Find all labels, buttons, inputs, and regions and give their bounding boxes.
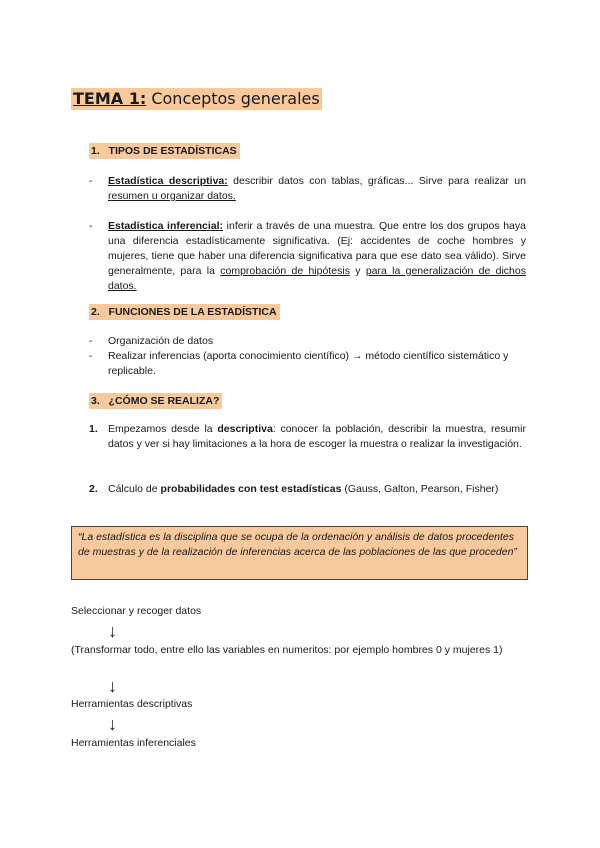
- list-number: 2.: [89, 483, 98, 495]
- term: Estadística inferencial:: [108, 220, 224, 232]
- down-arrow-icon: ↓: [108, 621, 117, 641]
- item-bold-text: descriptiva: [217, 423, 273, 435]
- title-number: TEMA 1:: [73, 89, 147, 108]
- bullet-dash: -: [89, 350, 93, 362]
- page-title: [71, 88, 322, 110]
- section-number: 1.: [91, 145, 100, 157]
- section-heading-3: [89, 393, 222, 409]
- section-number: 3.: [91, 395, 100, 407]
- flow-step: (Transformar todo, entre ello las variables en numeritos: por ejemplo hombres 0 y mujeres 1): [71, 644, 503, 656]
- flow-step: Seleccionar y recoger datos: [71, 605, 202, 617]
- bullet-dash: -: [89, 175, 93, 187]
- list-item: [108, 482, 526, 497]
- section-heading-2: [89, 304, 280, 320]
- item-inferencial: [108, 219, 526, 294]
- term: Estadística descriptiva:: [108, 175, 228, 187]
- item-text: (Gauss, Galton, Pearson, Fisher): [341, 483, 499, 495]
- section-number: 2.: [91, 306, 100, 318]
- item-text: inferir a través de una muestra. Que entre los dos grupos haya una diferencia estadísticamente significativa. (Ej: accidentes de coche hombres y mujeres, tiene que haber una diferencia significativa para que ese dato sea válido). Sirve generalmente, para la: [108, 220, 526, 277]
- list-item: Realizar inferencias (aporta conocimiento científico) → método científico sistemático y replicable.: [108, 350, 509, 377]
- list-item: [108, 422, 526, 452]
- section-title: FUNCIONES DE LA ESTADÍSTICA: [108, 306, 277, 318]
- item-underlined-text: resumen u organizar datos.: [108, 190, 236, 202]
- bullet-dash: -: [89, 335, 93, 347]
- item-text: y: [349, 265, 366, 277]
- bullet-dash: -: [89, 220, 93, 232]
- item-descriptiva: [108, 174, 526, 204]
- item-underlined-text: comprobación de hipótesis: [220, 265, 350, 277]
- title-text: Conceptos generales: [151, 89, 320, 108]
- down-arrow-icon: ↓: [108, 676, 117, 696]
- item-text: Empezamos desde la: [108, 423, 218, 435]
- flow-step: Herramientas inferenciales: [71, 737, 196, 749]
- item-text: Cálculo de: [108, 483, 161, 495]
- item-underlined-text: para la generalización de dichos datos.: [108, 265, 526, 292]
- section-title: ¿CÓMO SE REALIZA?: [108, 395, 220, 407]
- definition-quote: “La estadística es la disciplina que se ocupa de la ordenación y análisis de datos procedentes de muestras y de la realización de inferencias acerca de las poblaciones de las que proceden”: [71, 526, 528, 580]
- section-heading-1: [89, 143, 240, 159]
- list-number: 1.: [89, 423, 98, 435]
- item-text: : conocer la población, describir la muestra, resumir datos y ver si hay limitaciones a la hora de escoger la muestra o realizar la investigación.: [108, 423, 526, 450]
- list-item: Organización de datos: [108, 335, 214, 347]
- item-bold-text: probabilidades con test estadísticas: [160, 483, 342, 495]
- down-arrow-icon: ↓: [108, 714, 117, 734]
- item-text: describir datos con tablas, gráficas... Sirve para realizar un: [227, 175, 526, 187]
- flow-step: Herramientas descriptivas: [71, 698, 193, 710]
- section-title: TIPOS DE ESTADÍSTICAS: [108, 145, 237, 157]
